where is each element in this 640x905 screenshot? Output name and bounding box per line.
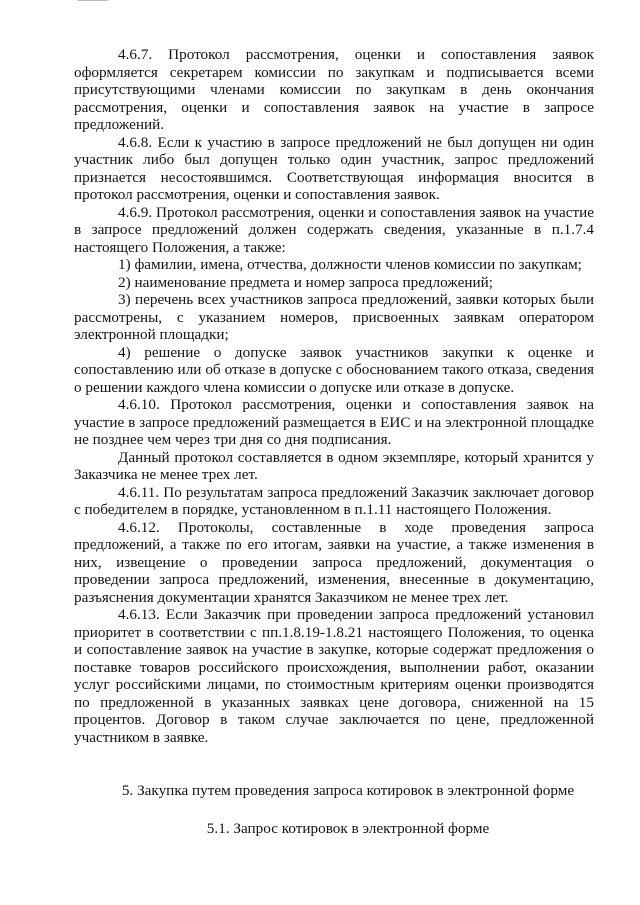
scan-edge-mark: [78, 0, 108, 4]
paragraph-4-6-11: 4.6.11. По результатам запроса предложений Заказчик заключает договор с победителем в порядке, установленном в п.1.11 настоящего Положения.: [74, 483, 594, 518]
list-item-4: 4) решение о допуске заявок участников закупки к оценке и сопоставлению или об отказе в допуске с обоснованием такого отказа, сведения о решении каждого члена комиссии о допуске или отказе в допуске.: [74, 343, 594, 396]
paragraph-4-6-10: 4.6.10. Протокол рассмотрения, оценки и сопоставления заявок на участие в запросе предложений размещается в ЕИС и на электронной площадке не позднее чем через три дня со дня подписания.: [74, 396, 594, 448]
list-item-2: 2) наименование предмета и номер запроса предложений;: [118, 273, 493, 291]
body-text: [74, 46, 594, 746]
paragraph-4-6-8: 4.6.8. Если к участию в запросе предложений не был допущен ни один участник либо был допущен только один участник, запрос предложений признается несостоявшимся. Соответствующая информация вносится в протокол рассмотрения, оценки и сопоставления заявок.: [74, 133, 594, 203]
paragraph-4-6-9: 4.6.9. Протокол рассмотрения, оценки и сопоставления заявок на участие в запросе предложений должен содержать сведения, указанные в п.1.7.4 настоящего Положения, а также:: [74, 203, 594, 256]
list-item-1: 1) фамилии, имена, отчества, должности членов комиссии по закупкам;: [118, 256, 582, 273]
paragraph-4-6-10-retention: Данный протокол составляется в одном экземпляре, который хранится у Заказчика не менее трех лет.: [74, 448, 594, 483]
paragraph-4-6-7: 4.6.7. Протокол рассмотрения, оценки и сопоставления заявок оформляется секретарем комиссии по закупкам и подписывается всеми присутствующими членами комиссии по закупкам в день окончания рассмотрения, оценки и сопоставления заявок на участие в запросе предложений.: [74, 46, 594, 133]
section-heading: 5. Закупка путем проведения запроса котировок в электронной форме: [121, 782, 575, 799]
paragraph-4-6-13: 4.6.13. Если Заказчик при проведении запроса предложений установил приоритет в соответствии с пп.1.8.19-1.8.21 настоящего Положения, то оценка и сопоставление заявок на участие в закупке, которые содержат предложения о поставке товаров российского происхождения, выполнении работ, оказании услуг российскими лицами, по стоимостным критериям оценки производятся по предложенной в указанных заявках цене договора, сниженной на 15 процентов. Договор в таком случае заключается по цене, предложенной участником в заявке.: [74, 606, 594, 746]
list-item-3: 3) перечень всех участников запроса предложений, заявки которых были рассмотрены, с указанием номеров, присвоенных заявкам оператором электронной площадки;: [74, 291, 594, 343]
paragraph-4-6-12: 4.6.12. Протоколы, составленные в ходе проведения запроса предложений, а также по его итогам, заявки на участие, а также изменения в них, извещение о проведении запроса предложений, документация о проведении запроса предложений, изменения, внесенные в документацию, разъяснения документации хранятся Заказчиком не менее трех лет.: [74, 518, 594, 606]
subsection-heading: 5.1. Запрос котировок в электронной форме: [206, 820, 490, 837]
